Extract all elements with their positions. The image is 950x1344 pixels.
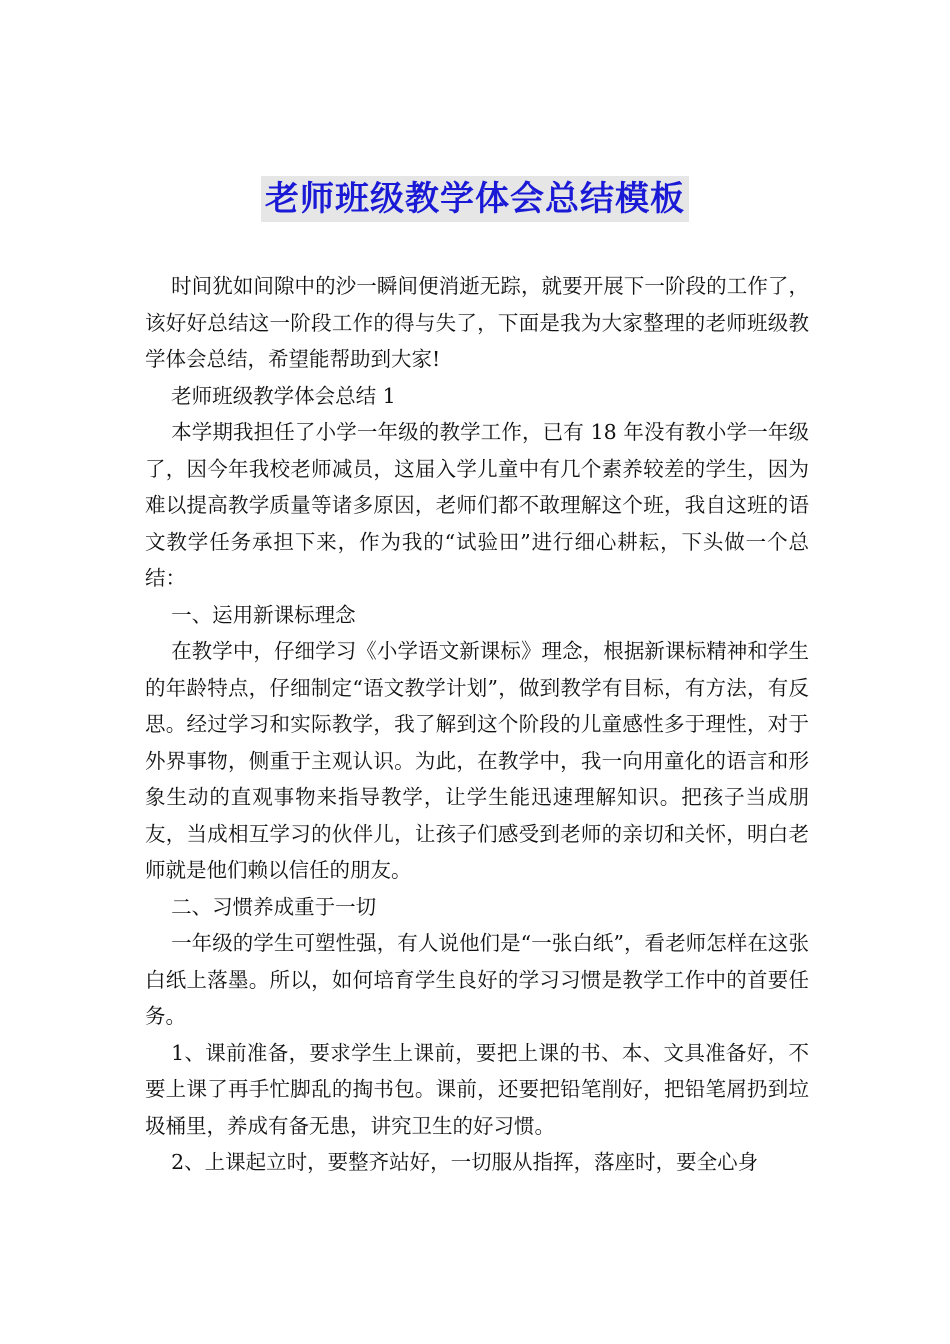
title-container xyxy=(0,176,950,222)
new-curriculum-paragraph: 在教学中，仔细学习《小学语文新课标》理念，根据新课标精神和学生的年龄特点，仔细制定“语文教学计划”，做到教学有目标，有方法，有反思。经过学习和实际教学，我了解到这个阶段的儿童感性多于理性，对于外界事物，侧重于主观认识。为此，在教学中，我一向用童化的语言和形象生动的直观事物来指导教学，让学生能迅速理解知识。把孩子当成朋友，当成相互学习的伙伴儿，让孩子们感受到老师的亲切和关怀，明白老师就是他们赖以信任的朋友。 xyxy=(145,639,809,882)
habit-item-1: 1、课前准备，要求学生上课前，要把上课的书、本、文具准备好，不要上课了再手忙脚乱的掏书包。课前，还要把铅笔削好，把铅笔屑扔到垃圾桶里，养成有备无患，讲究卫生的好习惯。 xyxy=(145,1040,809,1138)
habit-item-2: 2、上课起立时，要整齐站好，一切服从指挥，落座时，要全心身 xyxy=(171,1150,759,1174)
document-body xyxy=(145,268,809,1181)
section-heading-summary-1: 老师班级教学体会总结 1 xyxy=(171,383,396,408)
intro-paragraph: 时间犹如间隙中的沙一瞬间便消逝无踪，就要开展下一阶段的工作了，该好好总结这一阶段工作的得与失了，下面是我为大家整理的老师班级教学体会总结，希望能帮助到大家! xyxy=(145,274,809,371)
document-title: 老师班级教学体会总结模板 xyxy=(261,176,689,222)
section-heading-habits: 二、习惯养成重于一切 xyxy=(171,894,377,919)
section-heading-new-curriculum: 一、运用新课标理念 xyxy=(171,602,356,627)
habits-paragraph: 一年级的学生可塑性强，有人说他们是“一张白纸”，看老师怎样在这张白纸上落墨。所以，如何培育学生良好的学习习惯是教学工作中的首要任务。 xyxy=(145,931,809,1028)
summary-intro-paragraph: 本学期我担任了小学一年级的教学工作，已有 18 年没有教小学一年级了，因今年我校老师减员，这届入学儿童中有几个素养较差的学生，因为难以提高教学质量等诸多原因，老师们都不敢理解这个班，我自这班的语文教学任务承担下来，作为我的“试验田”进行细心耕耘，下头做一个总结： xyxy=(145,420,809,590)
